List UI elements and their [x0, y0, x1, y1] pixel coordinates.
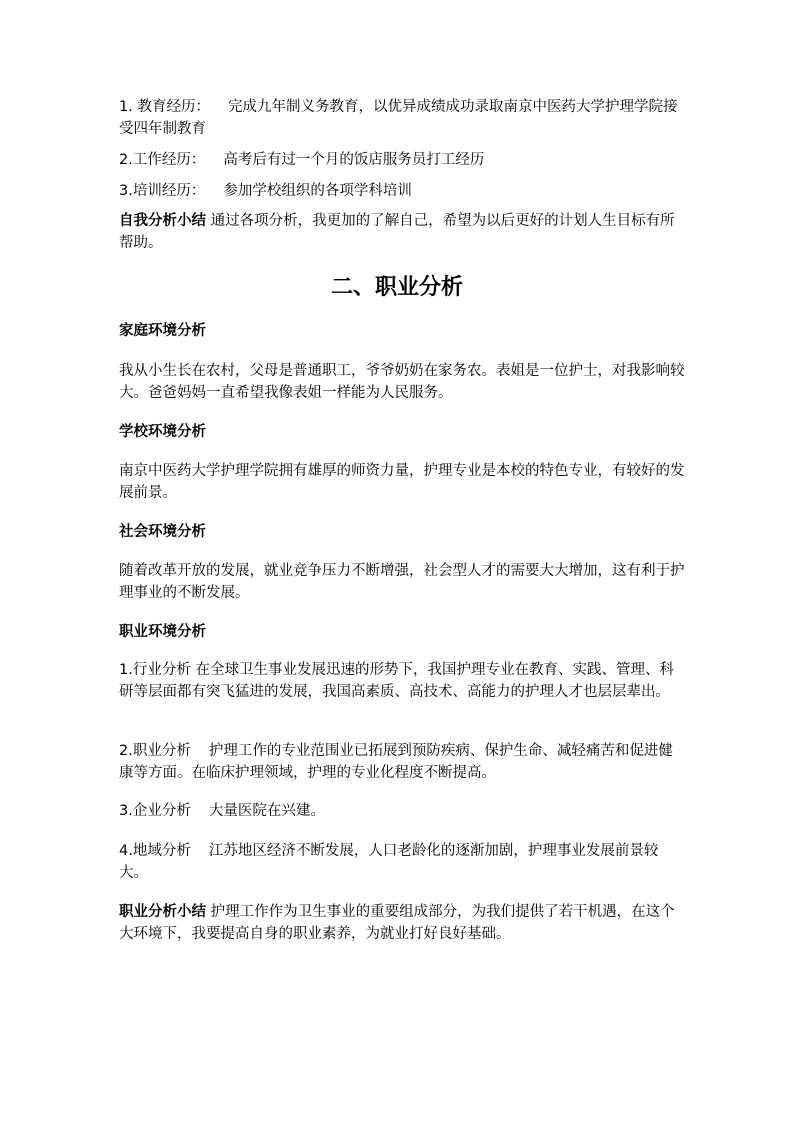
- career-heading: 职业环境分析: [119, 624, 206, 640]
- self-summary-text: 通过各项分析，我更加的了解自己，希望为以后更好的计划人生目标有所帮助。: [119, 213, 675, 251]
- training-text: 参加学校组织的各项学科培训: [223, 183, 412, 199]
- enterprise-analysis: [119, 800, 685, 822]
- education-label: 1. 教育经历：: [119, 99, 210, 115]
- family-text: 我从小生长在农村，父母是普通职工，爷爷奶奶在家务农。表姐是一位护士，对我影响较大。爸爸妈妈一直希望我像表姐一样能为人民服务。: [119, 363, 685, 401]
- region-analysis: [119, 840, 685, 884]
- enterprise-text: 大量医院在兴建。: [208, 803, 325, 819]
- industry-text: 在全球卫生事业发展迅速的形势下，我国护理专业在教育、实践、管理、科研等层面都有突飞猛进的发展，我国高素质、高技术、高能力的护理人才也层层辈出。: [119, 662, 674, 700]
- industry-analysis: [119, 659, 685, 703]
- work-item: [119, 149, 685, 171]
- career-summary-label: 职业分析小结: [119, 904, 206, 920]
- training-item: [119, 180, 685, 202]
- society-heading: 社会环境分析: [119, 524, 206, 540]
- enterprise-label: 3.企业分析: [119, 803, 191, 819]
- school-heading: 学校环境分析: [119, 424, 206, 440]
- career-summary-text: 护理工作作为卫生事业的重要组成部分，为我们提供了若干机遇，在这个大环境下，我要提高自身的职业素养，为就业打好良好基础。: [119, 904, 675, 942]
- occupation-text: 护理工作的专业范围业已拓展到预防疾病、保护生命、减轻痛苦和促进健康等方面。在临床护理领域，护理的专业化程度不断提高。: [119, 743, 673, 781]
- training-label: 3.培训经历：: [119, 183, 206, 199]
- education-text: 完成九年制义务教育，以优异成绩成功录取南京中医药大学护理学院接受四年制教育: [119, 99, 678, 137]
- self-analysis-summary: [119, 210, 685, 254]
- education-item: [119, 96, 685, 140]
- career-analysis-summary: [119, 901, 685, 945]
- chapter-title: 二、职业分析: [330, 274, 463, 300]
- society-text: 随着改革开放的发展，就业竞争压力不断增强，社会型人才的需要大大增加，这有利于护理事业的不断发展。: [119, 563, 685, 601]
- work-label: 2.工作经历：: [119, 152, 206, 168]
- occupation-label: 2.职业分析: [119, 743, 191, 759]
- region-text: 江苏地区经济不断发展，人口老龄化的逐渐加剧，护理事业发展前景较大。: [119, 843, 659, 881]
- school-text: 南京中医药大学护理学院拥有雄厚的师资力量，护理专业是本校的特色专业，有较好的发展前景。: [119, 463, 685, 501]
- self-summary-label: 自我分析小结: [119, 213, 206, 229]
- occupation-analysis: [119, 740, 685, 784]
- work-text: 高考后有过一个月的饭店服务员打工经历: [223, 152, 485, 168]
- region-label: 4.地域分析: [119, 843, 191, 859]
- industry-label: 1.行业分析: [119, 662, 191, 678]
- family-heading: 家庭环境分析: [119, 323, 206, 339]
